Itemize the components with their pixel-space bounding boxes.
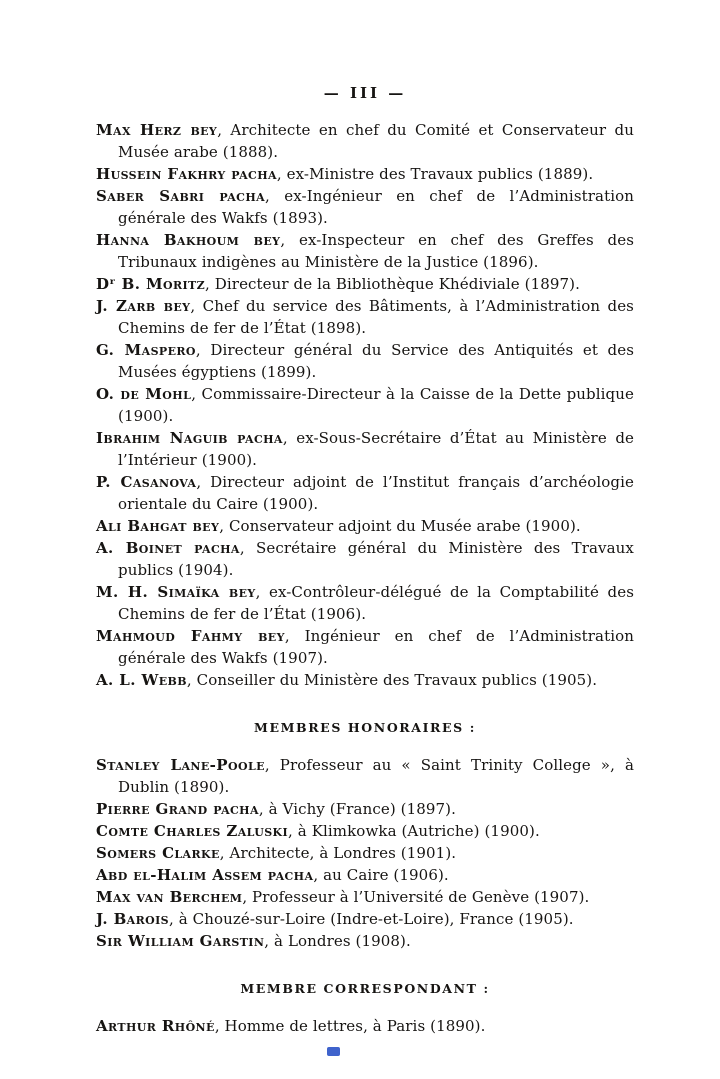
member-description: , Directeur adjoint de l’Institut français d’archéologie orientale du Caire (1900). xyxy=(118,473,634,513)
member-name: Hanna Bakhoum bey xyxy=(96,231,281,249)
member-description: , Conservateur adjoint du Musée arabe (1900). xyxy=(219,517,581,535)
member-description: , à Chouzé-sur-Loire (Indre-et-Loire), France (1905). xyxy=(169,910,574,928)
member-entry xyxy=(96,537,634,581)
member-description: , ex-Inspecteur en chef des Greffes des Tribunaux indigènes au Ministère de la Justice (1896). xyxy=(118,231,634,271)
member-entry xyxy=(96,864,634,886)
member-name: Ali Bahgat bey xyxy=(96,517,220,535)
member-entry xyxy=(96,930,634,952)
member-description: , Chef du service des Bâtiments, à l’Administration des Chemins de fer de l’État (1898). xyxy=(118,297,634,337)
member-entry xyxy=(96,427,634,471)
member-description: , ex-Ingénieur en chef de l’Administration générale des Wakfs (1893). xyxy=(118,187,634,227)
member-description: , Architecte en chef du Comité et Conservateur du Musée arabe (1888). xyxy=(118,121,635,161)
member-entry xyxy=(96,625,634,669)
member-entry xyxy=(96,339,634,383)
member-name: Ibrahim Naguib pacha xyxy=(96,429,283,447)
member-name: Hussein Fakhry pacha xyxy=(96,165,277,183)
section-heading: MEMBRES HONORAIRES : xyxy=(254,720,476,735)
member-name: Sir William Garstin xyxy=(96,932,265,950)
member-name: Abd el-Halim Assem pacha xyxy=(96,866,314,884)
scan-artifact-mark xyxy=(327,1047,340,1056)
member-entry xyxy=(96,185,634,229)
member-entry xyxy=(96,163,634,185)
member-description: , à Londres (1908). xyxy=(264,932,411,950)
member-entry xyxy=(96,273,634,295)
member-entry xyxy=(96,515,634,537)
page-number-header: — III — xyxy=(323,84,407,102)
member-description: , au Caire (1906). xyxy=(313,866,449,884)
member-name: Max Herz bey xyxy=(96,121,218,139)
member-description: , Architecte, à Londres (1901). xyxy=(219,844,457,862)
member-section xyxy=(96,720,634,952)
member-entry xyxy=(96,383,634,427)
member-name: J. Barois xyxy=(96,910,170,928)
member-name: Pierre Grand pacha xyxy=(96,800,259,818)
member-name: G. Maspero xyxy=(96,341,196,359)
member-entry xyxy=(96,1015,634,1037)
member-name: Somers Clarke xyxy=(96,844,220,862)
member-name: Arthur Rhôné xyxy=(96,1017,215,1035)
member-name: Max van Berchem xyxy=(96,888,243,906)
member-description: , ex-Contrôleur-délégué de la Comptabilité des Chemins de fer de l’État (1906). xyxy=(118,583,634,623)
member-description: , Directeur général du Service des Antiquités et des Musées égyptiens (1899). xyxy=(118,341,635,381)
member-description: , Directeur de la Bibliothèque Khédiviale (1897). xyxy=(205,275,580,293)
member-name: Mahmoud Fahmy bey xyxy=(96,627,285,645)
member-name: A. L. Webb xyxy=(96,671,187,689)
member-entry xyxy=(96,119,634,163)
member-section xyxy=(96,119,634,691)
member-description: , ex-Sous-Secrétaire d’État au Ministère de l’Intérieur (1900). xyxy=(118,429,635,469)
member-name: A. Boinet pacha xyxy=(96,539,240,557)
member-name: Comte Charles Zaluski xyxy=(96,822,289,840)
member-description: , Secrétaire général du Ministère des Travaux publics (1904). xyxy=(118,539,634,579)
member-name: M. H. Simaïka bey xyxy=(96,583,256,601)
member-entry xyxy=(96,754,634,798)
member-lists xyxy=(96,119,634,1037)
member-entry xyxy=(96,820,634,842)
member-entry xyxy=(96,581,634,625)
member-name: P. Casanova xyxy=(96,473,197,491)
member-entry xyxy=(96,295,634,339)
member-name: J. Zarb bey xyxy=(96,297,191,315)
member-description: , à Klimkowka (Autriche) (1900). xyxy=(288,822,540,840)
member-description: , Professeur au « Saint Trinity College », à Dublin (1890). xyxy=(118,756,635,796)
member-entry xyxy=(96,842,634,864)
member-description: , Commissaire-Directeur à la Caisse de la Dette publique (1900). xyxy=(118,385,634,425)
member-description: , Professeur à l’Université de Genève (1907). xyxy=(242,888,590,906)
member-description: , à Vichy (France) (1897). xyxy=(258,800,456,818)
section-heading: MEMBRE CORRESPONDANT : xyxy=(240,981,490,996)
member-entry xyxy=(96,471,634,515)
member-entry xyxy=(96,669,634,691)
member-name: Stanley Lane-Poole xyxy=(96,756,265,774)
member-description: , Conseiller du Ministère des Travaux publics (1905). xyxy=(186,671,598,689)
member-name: O. de Mohl xyxy=(96,385,192,403)
member-entry xyxy=(96,886,634,908)
member-description: , Ingénieur en chef de l’Administration générale des Wakfs (1907). xyxy=(118,627,634,667)
book-page xyxy=(96,84,634,1037)
member-description: , Homme de lettres, à Paris (1890). xyxy=(214,1017,486,1035)
member-entry xyxy=(96,229,634,273)
member-name: Saber Sabri pacha xyxy=(96,187,266,205)
member-section xyxy=(96,981,634,1037)
member-entry xyxy=(96,908,634,930)
member-name: Dʳ B. Moritz xyxy=(96,275,206,293)
member-description: , ex-Ministre des Travaux publics (1889). xyxy=(276,165,594,183)
member-entry xyxy=(96,798,634,820)
